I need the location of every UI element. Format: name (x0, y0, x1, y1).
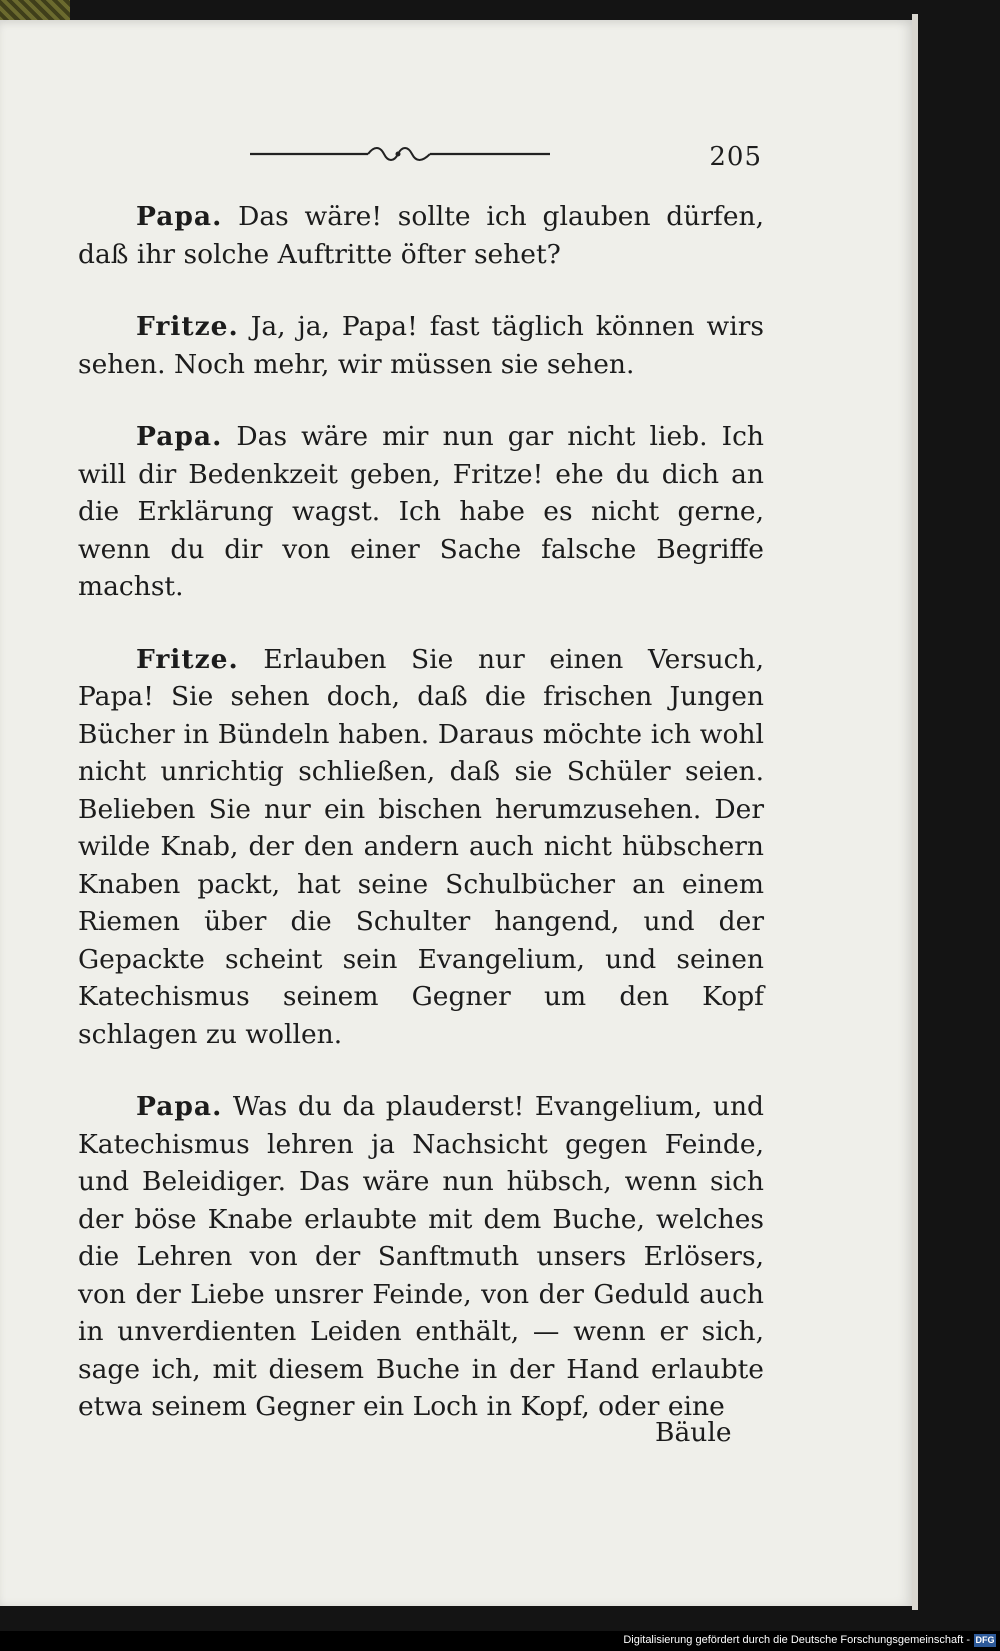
speech-text: Was du da plauderst! Evangelium, und Katechismus lehren ja Nachsicht gegen Feinde, und Beleidiger. Das wäre nun hübsch, wenn sich der böse Knabe erlaubte mit dem Buche, welches die Lehren von der Sanftmuth unsers Erlösers, von der Liebe unsrer Feinde, von der Geduld auch in unverdienten Leiden enthält, — wenn er sich, sage ich, mit diesem Buche in der Hand erlaubte etwa seinem Gegner ein Loch in Kopf, oder eine (78, 1091, 764, 1422)
speaker-name: Papa. (136, 201, 223, 232)
dialogue-paragraph (78, 198, 764, 273)
footer-credit: Digitalisierung gefördert durch die Deutsche Forschungsgemeinschaft - (623, 1634, 970, 1646)
speech-text: Erlauben Sie nur einen Versuch, Papa! Sie sehen doch, daß die frischen Jungen Bücher in Bündeln haben. Daraus möchte ich wohl nicht unrichtig schließen, daß sie Schüler seien. Belieben Sie nur ein bischen herumzusehen. Der wilde Knab, der den andern auch nicht hübschern Knaben packt, hat seine Schulbücher an einem Riemen über die Schulter hangend, und der Gepackte scheint sein Evangelium, und seinen Katechismus seinem Gegner um den Kopf schlagen zu wollen. (78, 643, 764, 1050)
page-number: 205 (709, 142, 762, 172)
catchword: Bäule (655, 1417, 732, 1448)
speaker-name: Papa. (136, 421, 223, 452)
dialogue-paragraph (78, 418, 764, 606)
speaker-name: Fritze. (136, 643, 239, 675)
page-edge (912, 14, 918, 1610)
speaker-name: Fritze. (136, 311, 239, 342)
speaker-name: Papa. (136, 1091, 223, 1122)
dialogue-paragraph (78, 308, 764, 383)
dialogue-paragraph (78, 641, 764, 1054)
header-ornament-icon (250, 142, 562, 182)
dfg-logo-icon: DFG (975, 1635, 995, 1645)
speech-text: Das wäre! sollte ich glauben dürfen, daß ihr solche Auftritte öfter sehet? (78, 201, 764, 270)
dialogue-paragraph (78, 1088, 764, 1426)
binding-thread (0, 0, 70, 22)
speech-text: Das wäre mir nun gar nicht lieb. Ich will dir Bedenkzeit geben, Fritze! ehe du dich an die Erklärung wagst. Ich habe es nicht gerne, wenn du dir von einer Sache falsche Begriffe machst. (78, 421, 764, 602)
body-text (78, 198, 764, 1461)
speech-text: Ja, ja, Papa! fast täglich können wirs sehen. Noch mehr, wir müssen sie sehen. (78, 311, 764, 380)
page-header (250, 142, 762, 182)
